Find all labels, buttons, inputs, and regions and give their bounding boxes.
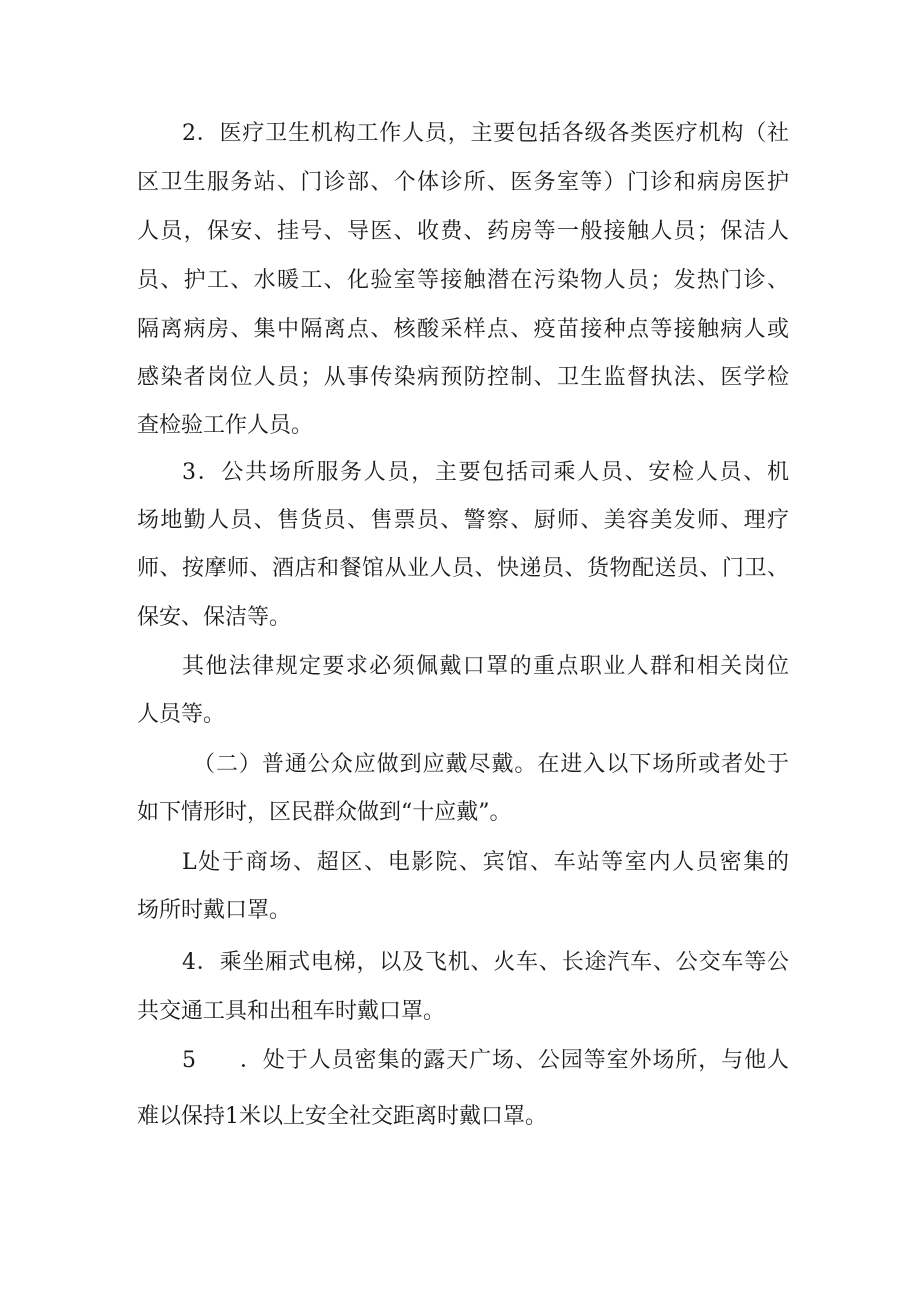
paragraph-other-line: 其他法律规定要求必须佩戴口罩的重点职业人群和相关岗位 (182, 654, 789, 679)
paragraph-item2-line: 2．医疗卫生机构工作人员，主要包括各级各类医疗机构（社 (182, 121, 789, 146)
paragraph-itemL-line: 场所时戴口罩。 (137, 898, 292, 923)
paragraph-item3-line: 保安、保洁等。 (137, 605, 292, 630)
paragraph-itemL-line: L处于商场、超区、电影院、宾馆、车站等室内人员密集的 (182, 850, 789, 875)
paragraph-item5-line: ．处于人员密集的露天广场、公园等室外场所，与他人 (240, 1048, 789, 1073)
paragraph-item4-line: 共交通工具和出租车时戴口罩。 (137, 999, 446, 1024)
paragraph-item3-line: 3．公共场所服务人员，主要包括司乘人员、安检人员、机 (182, 460, 789, 485)
paragraph-item5-line: 难以保持1米以上安全社交距离时戴口罩。 (137, 1104, 547, 1129)
paragraph-item5-number: 5 (182, 1048, 196, 1073)
paragraph-item2-line: 感染者岗位人员；从事传染病预防控制、卫生监督执法、医学检 (137, 365, 789, 390)
paragraph-item3-line: 场地勤人员、售货员、售票员、警察、厨师、美容美发师、理疗 (137, 508, 789, 533)
paragraph-other-line: 人员等。 (137, 702, 226, 727)
section-heading-line: （二）普通公众应做到应戴尽戴。在进入以下场所或者处于 (193, 752, 789, 777)
paragraph-item2-line: 查检验工作人员。 (137, 413, 314, 438)
paragraph-item2-line: 隔离病房、集中隔离点、核酸采样点、疫苗接种点等接触病人或 (137, 317, 789, 342)
paragraph-item4-line: 4．乘坐厢式电梯，以及飞机、火车、长途汽车、公交车等公 (182, 950, 789, 975)
paragraph-item2-line: 区卫生服务站、门诊部、个体诊所、医务室等）门诊和病房医护 (137, 170, 789, 195)
paragraph-item3-line: 师、按摩师、酒店和餐馆从业人员、快递员、货物配送员、门卫、 (137, 556, 789, 581)
section-heading-line: 如下情形时，区民群众做到“十应戴”。 (137, 800, 512, 825)
paragraph-item2-line: 人员，保安、挂号、导医、收费、药房等一般接触人员；保洁人 (137, 219, 789, 244)
paragraph-item2-line: 员、护工、水暖工、化验室等接触潜在污染物人员；发热门诊、 (137, 268, 789, 293)
